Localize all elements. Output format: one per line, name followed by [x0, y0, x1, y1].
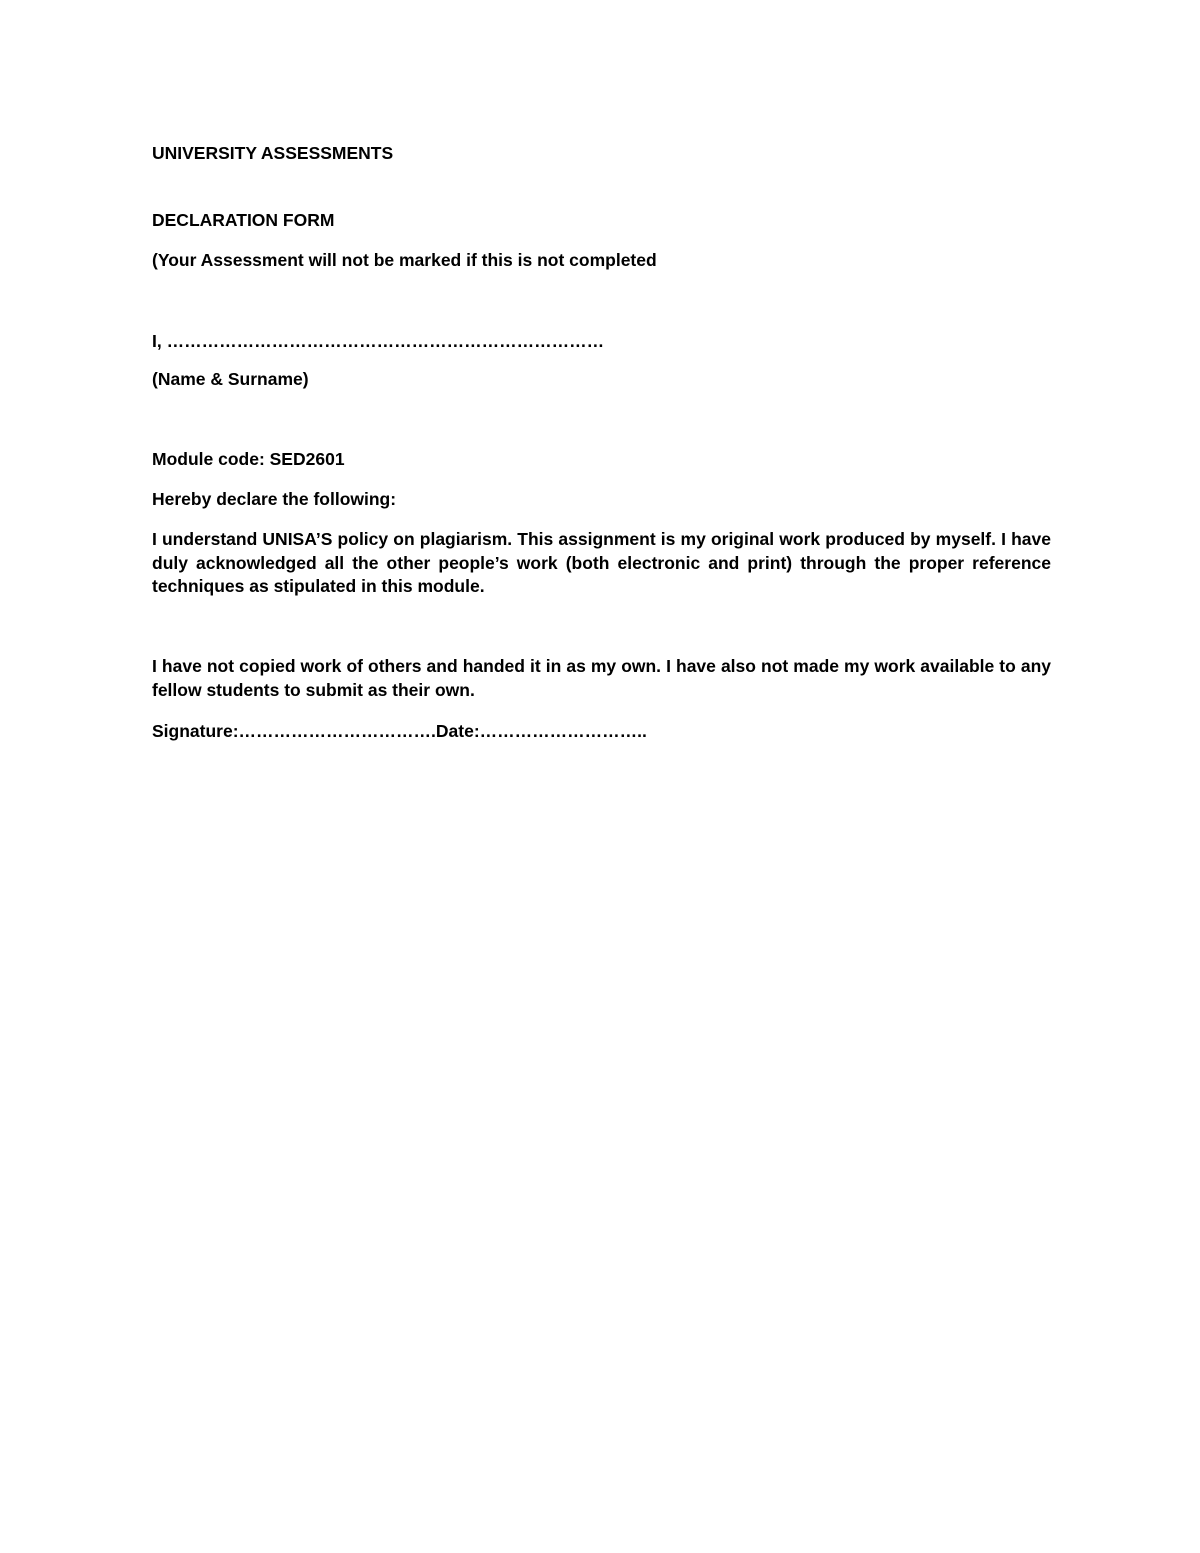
policy-paragraph: I understand UNISA’S policy on plagiarism. This assignment is my original work produced by myself. I have duly acknowledged all the other people’s work (both electronic and print) through the proper reference techniques as stipulated in this module. [152, 529, 1051, 596]
form-title: DECLARATION FORM [152, 210, 335, 230]
signature-date-line: Signature:…………………………….Date:……………………….. [152, 721, 647, 741]
document-heading: UNIVERSITY ASSESSMENTS [152, 143, 394, 163]
module-code: Module code: SED2601 [152, 449, 345, 469]
name-caption: (Name & Surname) [152, 369, 309, 389]
name-line: I, ………………………………………………………………… [152, 331, 605, 351]
declare-intro: Hereby declare the following: [152, 489, 397, 509]
completion-notice: (Your Assessment will not be marked if this is not completed [152, 250, 657, 270]
copy-paragraph: I have not copied work of others and handed it in as my own. I have also not made my work available to any fellow students to submit as their own. [152, 656, 1051, 700]
